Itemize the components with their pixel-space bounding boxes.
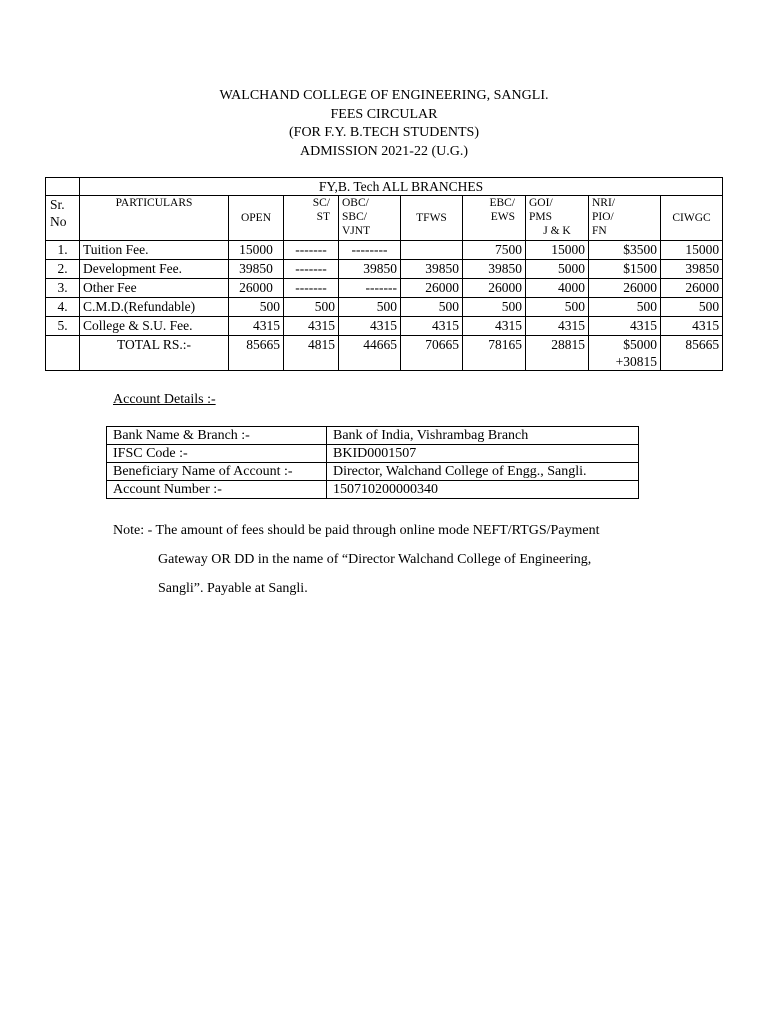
fee-row: 1. Tuition Fee. 15000 ------- -------- 7500 15000 $3500 15000 — [46, 241, 723, 260]
particulars-header: PARTICULARS — [80, 196, 229, 241]
note-line: Note: - The amount of fees should be paid through online mode NEFT/RTGS/Payment — [113, 523, 600, 538]
note-line: Sangli”. Payable at Sangli. — [158, 581, 308, 596]
students-subtitle: (FOR F.Y. B.TECH STUDENTS) — [289, 125, 479, 141]
fee-row: 3. Other Fee 26000 ------- ------- 26000 26000 4000 26000 26000 — [46, 279, 723, 298]
fee-table — [45, 177, 723, 371]
circular-title: FEES CIRCULAR — [330, 106, 438, 122]
column-header: CIWGC — [661, 196, 723, 241]
column-header: OPEN — [229, 196, 284, 241]
document-header — [0, 87, 768, 161]
column-header: NRI/ PIO/ FN — [589, 196, 661, 241]
column-header: TFWS — [401, 196, 463, 241]
column-header: SC/ ST — [284, 196, 339, 241]
fee-row: 2. Development Fee. 39850 ------- 39850 39850 39850 5000 $1500 39850 — [46, 260, 723, 279]
sr-no-header: Sr. No — [46, 196, 80, 241]
fee-row: 5. College & S.U. Fee. 4315 4315 4315 4315 4315 4315 4315 4315 — [46, 317, 723, 336]
account-details-table — [106, 426, 639, 499]
fee-table-header-row — [46, 196, 723, 241]
column-header: OBC/ SBC/ VJNT — [339, 196, 401, 241]
account-row: Bank Name & Branch :- Bank of India, Vishrambag Branch — [107, 427, 639, 445]
total-row: TOTAL RS.:- 85665 4815 44665 70665 78165 28815 $5000 +30815 85665 — [46, 336, 723, 371]
account-details-heading: Account Details :- — [113, 392, 216, 407]
total-label: TOTAL RS.:- — [80, 336, 229, 371]
column-header: GOI/ PMS J & K — [526, 196, 589, 241]
payment-note — [113, 516, 673, 603]
fee-row: 4. C.M.D.(Refundable) 500 500 500 500 500 500 500 500 — [46, 298, 723, 317]
account-row: Beneficiary Name of Account :- Director, Walchand College of Engg., Sangli. — [107, 463, 639, 481]
account-row: IFSC Code :- BKID0001507 — [107, 445, 639, 463]
fee-table-title: FY,B. Tech ALL BRANCHES — [80, 178, 723, 196]
college-name: WALCHAND COLLEGE OF ENGINEERING, SANGLI. — [219, 88, 549, 103]
account-row: Account Number :- 150710200000340 — [107, 481, 639, 499]
admission-year: ADMISSION 2021-22 (U.G.) — [300, 143, 468, 159]
total-nri-cell: $5000 +30815 — [589, 336, 661, 371]
column-header: EBC/ EWS — [463, 196, 526, 241]
note-line: Gateway OR DD in the name of “Director Walchand College of Engineering, — [158, 552, 592, 567]
